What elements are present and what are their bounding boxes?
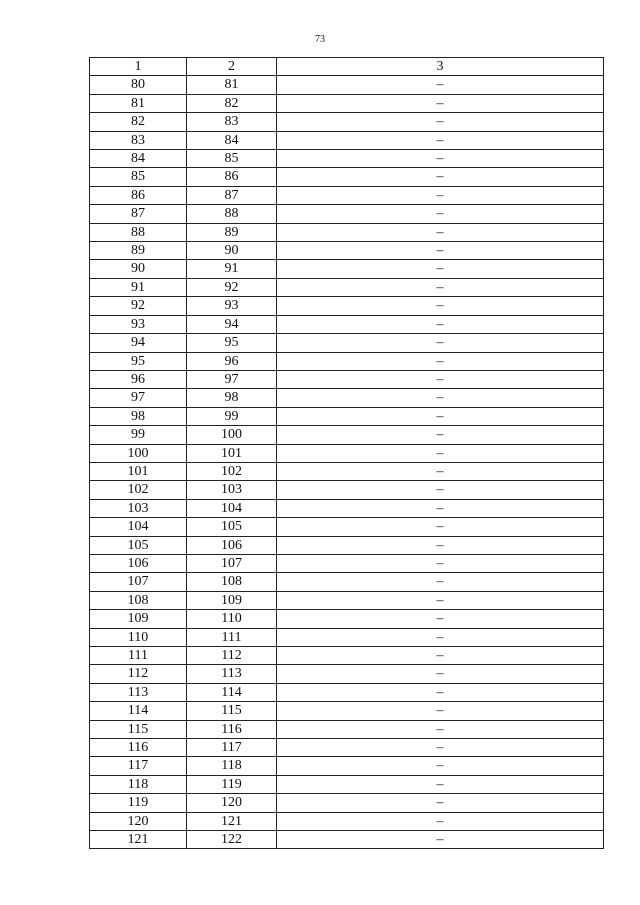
table-cell-col1: 86 (90, 186, 187, 204)
table-cell-col1: 120 (90, 812, 187, 830)
table-row (90, 444, 604, 462)
column-header-2: 2 (187, 58, 277, 76)
table-cell-col1: 82 (90, 113, 187, 131)
table-cell-col3: – (277, 297, 604, 315)
table-cell-col2: 93 (187, 297, 277, 315)
table-row (90, 481, 604, 499)
table-cell-col1: 106 (90, 554, 187, 572)
table-row (90, 352, 604, 370)
table-cell-col2: 91 (187, 260, 277, 278)
table-row (90, 610, 604, 628)
table-cell-col3: – (277, 389, 604, 407)
table-cell-col1: 93 (90, 315, 187, 333)
table-cell-col1: 117 (90, 757, 187, 775)
table-cell-col2: 83 (187, 113, 277, 131)
table-row (90, 554, 604, 572)
table-cell-col1: 95 (90, 352, 187, 370)
table-cell-col1: 109 (90, 610, 187, 628)
table-cell-col3: – (277, 407, 604, 425)
table-cell-col3: – (277, 702, 604, 720)
table-cell-col3: – (277, 647, 604, 665)
table-cell-col1: 103 (90, 499, 187, 517)
table-cell-col2: 92 (187, 278, 277, 296)
table-cell-col2: 89 (187, 223, 277, 241)
table-cell-col3: – (277, 94, 604, 112)
table-row (90, 720, 604, 738)
table-cell-col1: 97 (90, 389, 187, 407)
table-row (90, 683, 604, 701)
table-row (90, 131, 604, 149)
table-cell-col3: – (277, 186, 604, 204)
table-cell-col2: 110 (187, 610, 277, 628)
table-cell-col3: – (277, 131, 604, 149)
table-row (90, 407, 604, 425)
table-cell-col2: 109 (187, 591, 277, 609)
table-cell-col1: 83 (90, 131, 187, 149)
table-cell-col3: – (277, 536, 604, 554)
table-row (90, 591, 604, 609)
table-cell-col3: – (277, 757, 604, 775)
table-row (90, 168, 604, 186)
table-row (90, 278, 604, 296)
table-cell-col1: 99 (90, 426, 187, 444)
table-cell-col3: – (277, 426, 604, 444)
table-cell-col3: – (277, 242, 604, 260)
table-row (90, 628, 604, 646)
table-cell-col1: 107 (90, 573, 187, 591)
table-row (90, 370, 604, 388)
table-cell-col3: – (277, 591, 604, 609)
table-cell-col3: – (277, 775, 604, 793)
table-cell-col2: 97 (187, 370, 277, 388)
table-cell-col2: 87 (187, 186, 277, 204)
table-cell-col3: – (277, 334, 604, 352)
table-cell-col2: 121 (187, 812, 277, 830)
table-cell-col2: 82 (187, 94, 277, 112)
table-cell-col2: 114 (187, 683, 277, 701)
table-cell-col2: 115 (187, 702, 277, 720)
table-cell-col2: 95 (187, 334, 277, 352)
table-row (90, 665, 604, 683)
table-cell-col2: 85 (187, 150, 277, 168)
table-row (90, 426, 604, 444)
table-cell-col1: 101 (90, 462, 187, 480)
table-cell-col1: 112 (90, 665, 187, 683)
table-cell-col3: – (277, 812, 604, 830)
table-cell-col2: 101 (187, 444, 277, 462)
table-row (90, 76, 604, 94)
data-table (89, 57, 604, 849)
table-cell-col2: 111 (187, 628, 277, 646)
table-cell-col2: 108 (187, 573, 277, 591)
table-row (90, 242, 604, 260)
table-cell-col3: – (277, 518, 604, 536)
table-row (90, 775, 604, 793)
table-cell-col3: – (277, 205, 604, 223)
table-cell-col3: – (277, 628, 604, 646)
table-cell-col3: – (277, 444, 604, 462)
table-cell-col1: 90 (90, 260, 187, 278)
table-cell-col1: 116 (90, 739, 187, 757)
table-cell-col2: 116 (187, 720, 277, 738)
table-cell-col3: – (277, 831, 604, 849)
table-cell-col3: – (277, 260, 604, 278)
table-row (90, 297, 604, 315)
table-cell-col1: 105 (90, 536, 187, 554)
table-header-row (90, 58, 604, 76)
table-row (90, 831, 604, 849)
table-row (90, 573, 604, 591)
table-cell-col3: – (277, 462, 604, 480)
table-row (90, 260, 604, 278)
table-cell-col3: – (277, 499, 604, 517)
table-cell-col1: 104 (90, 518, 187, 536)
table-row (90, 462, 604, 480)
table-cell-col3: – (277, 223, 604, 241)
table-cell-col2: 81 (187, 76, 277, 94)
table-row (90, 812, 604, 830)
table-cell-col1: 94 (90, 334, 187, 352)
table-row (90, 113, 604, 131)
table-cell-col1: 98 (90, 407, 187, 425)
table-row (90, 757, 604, 775)
table-cell-col3: – (277, 278, 604, 296)
table-cell-col2: 102 (187, 462, 277, 480)
table-cell-col3: – (277, 150, 604, 168)
table-cell-col1: 121 (90, 831, 187, 849)
table-cell-col3: – (277, 352, 604, 370)
table-cell-col2: 90 (187, 242, 277, 260)
table-cell-col2: 106 (187, 536, 277, 554)
column-header-3: 3 (277, 58, 604, 76)
table-cell-col1: 100 (90, 444, 187, 462)
table-body (90, 76, 604, 849)
table-cell-col3: – (277, 370, 604, 388)
table-row (90, 739, 604, 757)
page-number: 73 (315, 34, 325, 45)
table-cell-col3: – (277, 665, 604, 683)
table-row (90, 702, 604, 720)
table-cell-col1: 87 (90, 205, 187, 223)
table-row (90, 150, 604, 168)
table-cell-col1: 102 (90, 481, 187, 499)
table-cell-col3: – (277, 315, 604, 333)
table-cell-col2: 107 (187, 554, 277, 572)
table-cell-col2: 104 (187, 499, 277, 517)
table-cell-col1: 111 (90, 647, 187, 665)
table-cell-col2: 100 (187, 426, 277, 444)
table-cell-col1: 115 (90, 720, 187, 738)
table-cell-col1: 118 (90, 775, 187, 793)
table-row (90, 647, 604, 665)
table-cell-col3: – (277, 720, 604, 738)
table-cell-col2: 120 (187, 794, 277, 812)
table-row (90, 205, 604, 223)
column-header-1: 1 (90, 58, 187, 76)
table-row (90, 499, 604, 517)
table-cell-col3: – (277, 168, 604, 186)
table-row (90, 518, 604, 536)
table-cell-col3: – (277, 573, 604, 591)
table-cell-col2: 94 (187, 315, 277, 333)
table-cell-col3: – (277, 610, 604, 628)
table-cell-col1: 89 (90, 242, 187, 260)
table-row (90, 536, 604, 554)
table-cell-col2: 117 (187, 739, 277, 757)
table-cell-col1: 81 (90, 94, 187, 112)
table-row (90, 389, 604, 407)
table-cell-col3: – (277, 76, 604, 94)
table-cell-col2: 99 (187, 407, 277, 425)
table-cell-col3: – (277, 683, 604, 701)
table-cell-col1: 96 (90, 370, 187, 388)
table-cell-col3: – (277, 481, 604, 499)
table-cell-col1: 88 (90, 223, 187, 241)
table-row (90, 794, 604, 812)
table-cell-col1: 119 (90, 794, 187, 812)
table-row (90, 223, 604, 241)
table-cell-col2: 119 (187, 775, 277, 793)
table-row (90, 94, 604, 112)
table-cell-col1: 110 (90, 628, 187, 646)
table-cell-col2: 103 (187, 481, 277, 499)
table-row (90, 186, 604, 204)
table-cell-col3: – (277, 113, 604, 131)
table-cell-col3: – (277, 739, 604, 757)
table-cell-col2: 105 (187, 518, 277, 536)
table-cell-col1: 85 (90, 168, 187, 186)
table-cell-col3: – (277, 794, 604, 812)
table-row (90, 315, 604, 333)
table-row (90, 334, 604, 352)
table-cell-col2: 96 (187, 352, 277, 370)
table-cell-col1: 92 (90, 297, 187, 315)
table-cell-col2: 88 (187, 205, 277, 223)
table-cell-col1: 91 (90, 278, 187, 296)
table-cell-col2: 112 (187, 647, 277, 665)
table-cell-col2: 86 (187, 168, 277, 186)
table-cell-col3: – (277, 554, 604, 572)
table-cell-col2: 122 (187, 831, 277, 849)
table-cell-col1: 114 (90, 702, 187, 720)
table-cell-col2: 84 (187, 131, 277, 149)
table-cell-col1: 84 (90, 150, 187, 168)
table-cell-col2: 118 (187, 757, 277, 775)
table-cell-col2: 98 (187, 389, 277, 407)
table-cell-col1: 113 (90, 683, 187, 701)
table-cell-col1: 80 (90, 76, 187, 94)
table-cell-col1: 108 (90, 591, 187, 609)
table-cell-col2: 113 (187, 665, 277, 683)
